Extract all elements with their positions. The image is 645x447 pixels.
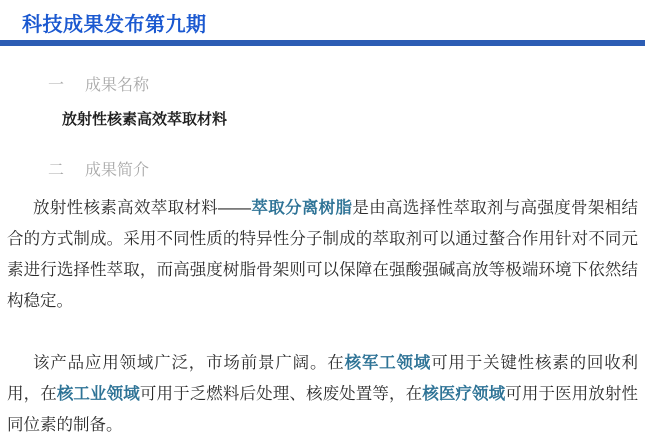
highlighted-term: 核军工领域 [344,354,432,372]
section-label: 成果名称 [85,77,150,94]
section-marker: 二 [48,162,65,179]
intro-paragraph-2 [0,348,645,441]
document-header [0,0,645,46]
highlighted-term: 核医疗领域 [422,385,506,403]
document-body [0,77,645,441]
page-title: 科技成果发布第九期 [22,14,207,36]
body-text-segment: 放射性核素高效萃取材料—— [33,199,252,217]
intro-paragraph-1 [0,193,645,317]
title-underline-rule [0,40,645,46]
section-heading-intro [48,162,645,179]
highlighted-term: 核工业领域 [56,385,140,403]
achievement-name: 放射性核素高效萃取材料 [62,111,228,128]
body-text-segment: 可用于关键性核素的回收利用，在 [7,354,639,403]
highlighted-term: 萃取分离树脂 [251,199,353,217]
body-text-segment: 可用于医用放射性同位素的制备。 [7,385,639,434]
body-text-segment: 可用于乏燃料后处理、核废处置等，在 [139,385,423,403]
body-text-segment: 是由高选择性萃取剂与高强度骨架相结合的方式制成。采用不同性质的特异性分子制成的萃取剂可以通过螯合作用针对不同元素进行选择性萃取，而高强度树脂骨架则可以保障在强酸强碱高放等极端环境下依然结构稳定。 [7,199,639,310]
section-heading-name [48,77,645,94]
section-marker: 一 [48,77,65,94]
section-label: 成果简介 [85,162,150,179]
body-text-segment: 该产品应用领域广泛，市场前景广阔。在 [33,354,345,372]
